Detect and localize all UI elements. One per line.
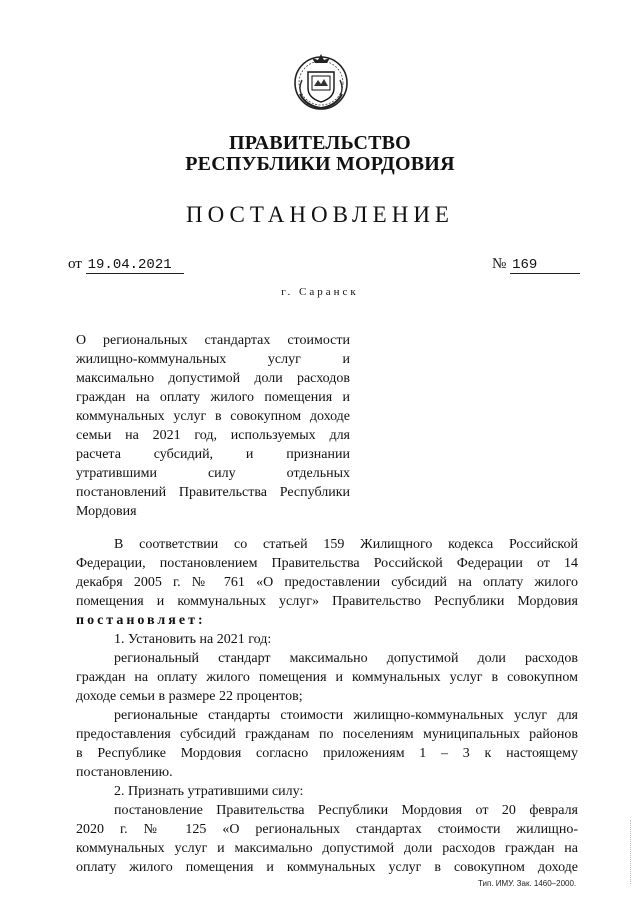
document-subject bbox=[76, 331, 350, 521]
subject-line: жилищно-коммунальных услуг и bbox=[76, 352, 350, 367]
body-line: 2020 г. № 125 «О региональных стандартах стоимости жилищно- bbox=[76, 822, 578, 837]
org-name-line1: ПРАВИТЕЛЬСТВО bbox=[229, 132, 411, 154]
number-block bbox=[492, 256, 580, 274]
document-body bbox=[76, 535, 578, 877]
margin-dots bbox=[630, 820, 634, 884]
body-line: 2. Признать утратившими силу: bbox=[114, 784, 304, 799]
body-line: доходе семьи в размере 22 процентов; bbox=[76, 689, 303, 704]
body-line: в Республике Мордовия согласно приложениям 1 – 3 к настоящему bbox=[76, 746, 578, 761]
body-line: предоставления субсидий гражданам по поселениям муниципальных районов bbox=[76, 727, 578, 742]
subject-line: Мордовия bbox=[76, 504, 137, 519]
number-prefix: № bbox=[492, 256, 507, 272]
body-line: Федерации, постановлением Правительства Российской Федерации от 14 bbox=[76, 556, 578, 571]
resolution-word: постановляет: bbox=[76, 613, 206, 628]
body-line: оплату жилого помещения и коммунальных услуг в совокупном доходе bbox=[76, 860, 578, 875]
body-line: коммунальных услуг и максимально допустимой доли расходов граждан на bbox=[76, 841, 578, 856]
document-date: 19.04.2021 bbox=[86, 257, 184, 274]
subject-line: граждан на оплату жилого помещения и bbox=[76, 390, 350, 405]
org-name-line2: РЕСПУБЛИКИ МОРДОВИЯ bbox=[185, 153, 455, 175]
subject-line: расчета субсидий, и признании bbox=[76, 447, 350, 462]
city-name: г. Саранск bbox=[281, 286, 359, 298]
subject-line: коммунальных услуг в совокупном доходе bbox=[76, 409, 350, 424]
date-block bbox=[68, 256, 184, 274]
subject-line: постановлений Правительства Республики bbox=[76, 485, 350, 500]
subject-line: семьи на 2021 год, используемых для bbox=[76, 428, 350, 443]
coat-of-arms-emblem bbox=[290, 50, 352, 112]
body-line: региональный стандарт максимально допустимой доли расходов bbox=[114, 651, 578, 666]
subject-line: О региональных стандартах стоимости bbox=[76, 333, 350, 348]
body-line: постановление Правительства Республики Мордовия от 20 февраля bbox=[114, 803, 578, 818]
body-line: постановлению. bbox=[76, 765, 173, 780]
document-type: ПОСТАНОВЛЕНИЕ bbox=[186, 202, 454, 227]
body-line: 1. Установить на 2021 год: bbox=[114, 632, 272, 647]
subject-line: максимально допустимой доли расходов bbox=[76, 371, 350, 386]
body-line: В соответствии со статьей 159 Жилищного кодекса Российской bbox=[114, 537, 578, 552]
body-line: региональные стандарты стоимости жилищно-коммунальных услуг для bbox=[114, 708, 578, 723]
subject-line: утратившими силу отдельных bbox=[76, 466, 350, 481]
body-line: помещения и коммунальных услуг» Правительство Республики Мордовия bbox=[76, 594, 578, 609]
body-line: граждан на оплату жилого помещения и коммунальных услуг в совокупном bbox=[76, 670, 578, 685]
date-prefix: от bbox=[68, 256, 82, 272]
document-number: 169 bbox=[510, 257, 580, 274]
body-line: декабря 2005 г. № 761 «О предоставлении субсидий на оплату жилого bbox=[76, 575, 578, 590]
printer-mark: Тип. ИМУ. Зак. 1460–2000. bbox=[478, 879, 577, 888]
